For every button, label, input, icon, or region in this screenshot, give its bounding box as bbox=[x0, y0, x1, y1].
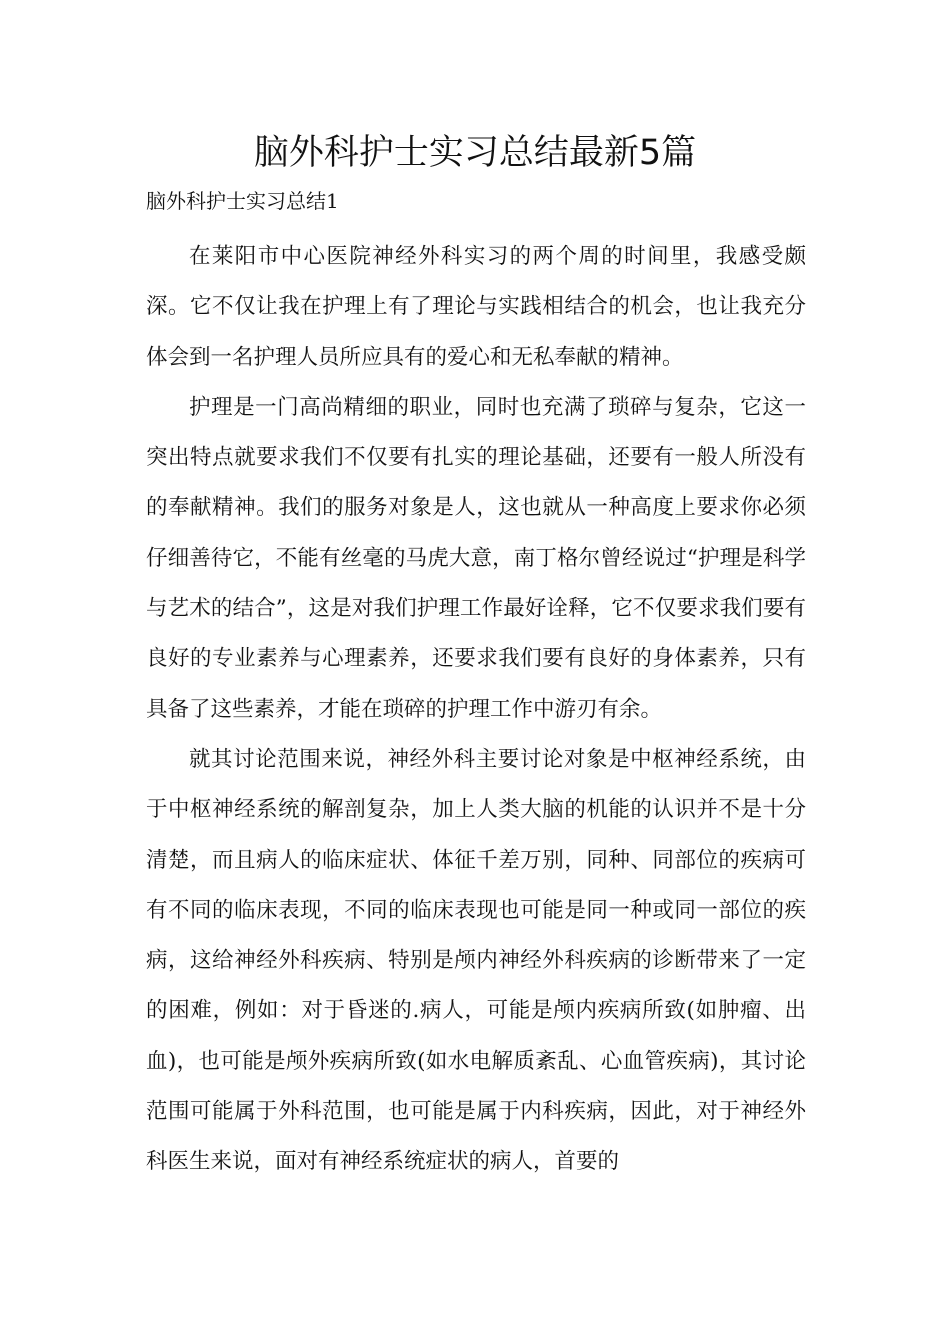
paragraph-1: 在莱阳市中心医院神经外科实习的两个周的时间里，我感受颇深。它不仅让我在护理上有了理论与实践相结合的机会，也让我充分体会到一名护理人员所应具有的爱心和无私奉献的精神。 bbox=[146, 244, 806, 370]
document-body bbox=[146, 232, 806, 1188]
section-heading: 脑外科护士实习总结1 bbox=[146, 189, 339, 213]
paragraph-2: 护理是一门高尚精细的职业，同时也充满了琐碎与复杂，它这一突出特点就要求我们不仅要有扎实的理论基础，还要有一般人所没有的奉献精神。我们的服务对象是人，这也就从一种高度上要求你必须仔细善待它，不能有丝毫的马虎大意，南丁格尔曾经说过“护理是科学与艺术的结合”，这是对我们护理工作最好诠释，它不仅要求我们要有良好的专业素养与心理素养，还要求我们要有良好的身体素养，只有具备了这些素养，才能在琐碎的护理工作中游刃有余。 bbox=[146, 394, 806, 722]
paragraph-3: 就其讨论范围来说，神经外科主要讨论对象是中枢神经系统，由于中枢神经系统的解剖复杂，加上人类大脑的机能的认识并不是十分清楚，而且病人的临床症状、体征千差万别，同种、同部位的疾病可有不同的临床表现，不同的临床表现也可能是同一种或同一部位的疾病，这给神经外科疾病、特别是颅内神经外科疾病的诊断带来了一定的困难，例如：对于昏迷的.病人，可能是颅内疾病所致(如肿瘤、出血)，也可能是颅外疾病所致(如水电解质紊乱、心血管疾病)，其讨论范围可能属于外科范围，也可能是属于内科疾病，因此，对于神经外科医生来说，面对有神经系统症状的病人，首要的 bbox=[146, 746, 806, 1175]
document-title: 脑外科护士实习总结最新5篇 bbox=[253, 133, 697, 173]
